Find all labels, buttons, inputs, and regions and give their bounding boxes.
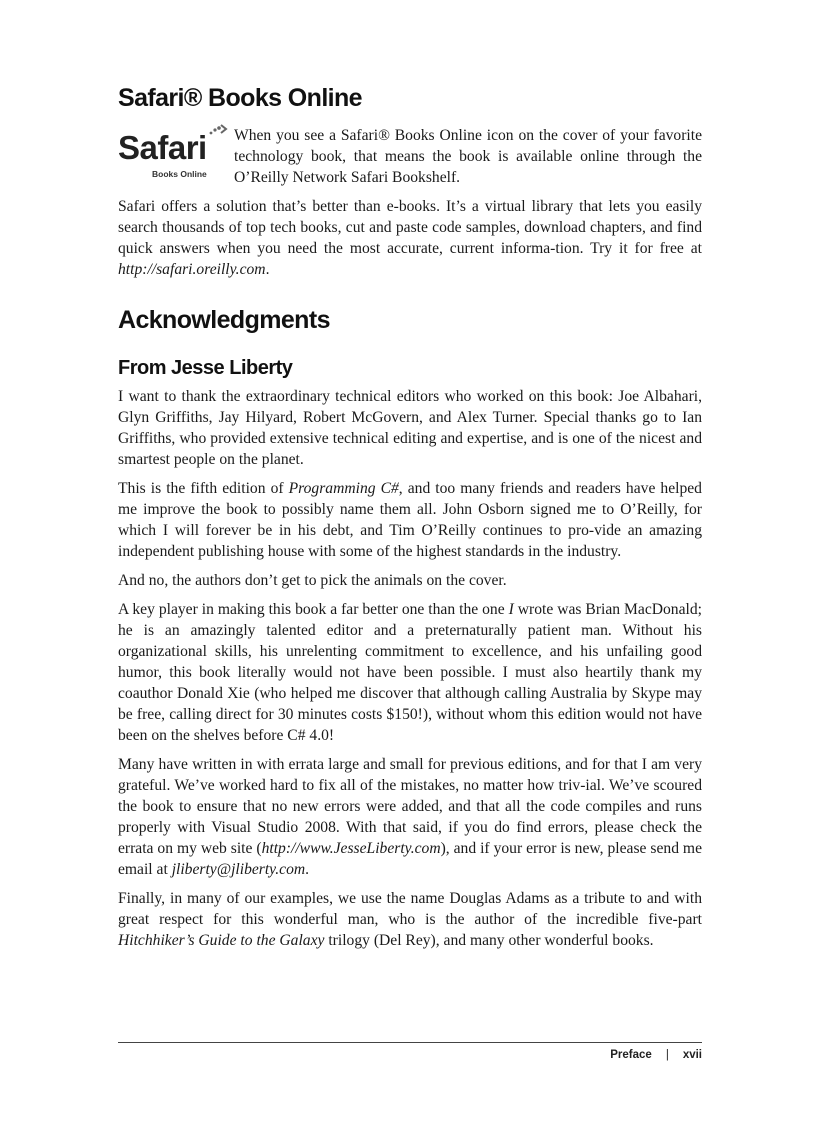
safari-intro-text: When you see a Safari® Books Online icon on the cover of your favorite technology book, that means the book is available online through the O’Reilly Network Safari Bookshelf. [234, 127, 702, 186]
footer-section-name: Preface [610, 1049, 652, 1061]
website-url: http://www.JesseLiberty.com [261, 840, 441, 857]
acknowledgments-heading: Acknowledgments [118, 306, 330, 334]
ack-paragraph-1: I want to thank the extraordinary technical editors who worked on this book: Joe Albahari, Glyn Griffiths, Jay Hilyard, Robert McGovern, and Alex Turner. Special thanks go to Ian Griffiths, who provided extensive technical editing and expertise, and is one of the nicest and smartest people on the planet. [118, 388, 702, 468]
jesse-liberty-subheading: From Jesse Liberty [118, 357, 293, 379]
email-address: jliberty@jliberty.com [171, 861, 306, 878]
ack-paragraph-2: This is the fifth edition of Programming C#, and too many friends and readers have helped me improve the book to possibly name them all. John Osborn signed me to O’Reilly, for which I will forever be in his debt, and Tim O’Reilly continues to pro-vide an amazing independent publishing house with some of the highest standards in the industry. [118, 480, 702, 560]
safari-arrow-icon [208, 121, 230, 143]
safari-paragraph: Safari offers a solution that’s better than e-books. It’s a virtual library that lets you easily search thousands of top tech books, cut and paste code samples, download chapters, and find quick answers when you need the most accurate, current informa-tion. Try it for free at http://safari.oreilly.com. [118, 198, 702, 278]
footer-rule [118, 1042, 702, 1043]
hitchhiker-title: Hitchhiker’s Guide to the Galaxy [118, 932, 325, 949]
page-footer [118, 1042, 702, 1061]
ack-paragraph-6: Finally, in many of our examples, we use the name Douglas Adams as a tribute to and with great respect for this wonderful man, who is the author of the incredible five-part Hitchhiker’s Guide to the Galaxy trilogy (Del Rey), and many other wonderful books. [118, 890, 702, 949]
footer-page-number: xvii [682, 1049, 702, 1061]
ack-paragraph-5: Many have written in with errata large and small for previous editions, and for that I am very grateful. We’ve worked hard to fix all of the mistakes, no matter how triv-ial. We’ve scoured the book to ensure that no new errors were added, and that all the code compiles and runs properly with Visual Studio 2008. With that said, if you do find errors, please check the errata on my web site (http://www.JesseLiberty.com), and if your error is new, please send me email at jliberty@jliberty.com. [118, 756, 702, 878]
safari-logo-subtitle: Books Online [152, 169, 207, 179]
safari-heading: Safari® Books Online [118, 84, 362, 112]
safari-logo [118, 125, 228, 187]
page-content [118, 84, 702, 951]
safari-intro-block [118, 125, 702, 188]
footer-text [118, 1049, 702, 1061]
safari-logo-word: Safari [118, 129, 207, 166]
book-title: Programming C# [288, 480, 399, 497]
safari-url: http://safari.oreilly.com [118, 261, 266, 278]
ack-paragraph-4: A key player in making this book a far better one than the one I wrote was Brian MacDonald; he is an amazingly talented editor and a preternaturally patient man. Without his organizational skills, his unrelenting commitment to excellence, and his unfailing good humor, this book literally would not have been possible. I must also heartily thank my coauthor Donald Xie (who helped me discover that although calling Australia by Skype may be free, calling direct for 30 minutes costs $150!), without whom this edition would not have been on the shelves before C# 4.0! [118, 601, 702, 744]
footer-separator: | [665, 1049, 669, 1061]
ack-paragraph-3: And no, the authors don’t get to pick the animals on the cover. [118, 572, 507, 589]
